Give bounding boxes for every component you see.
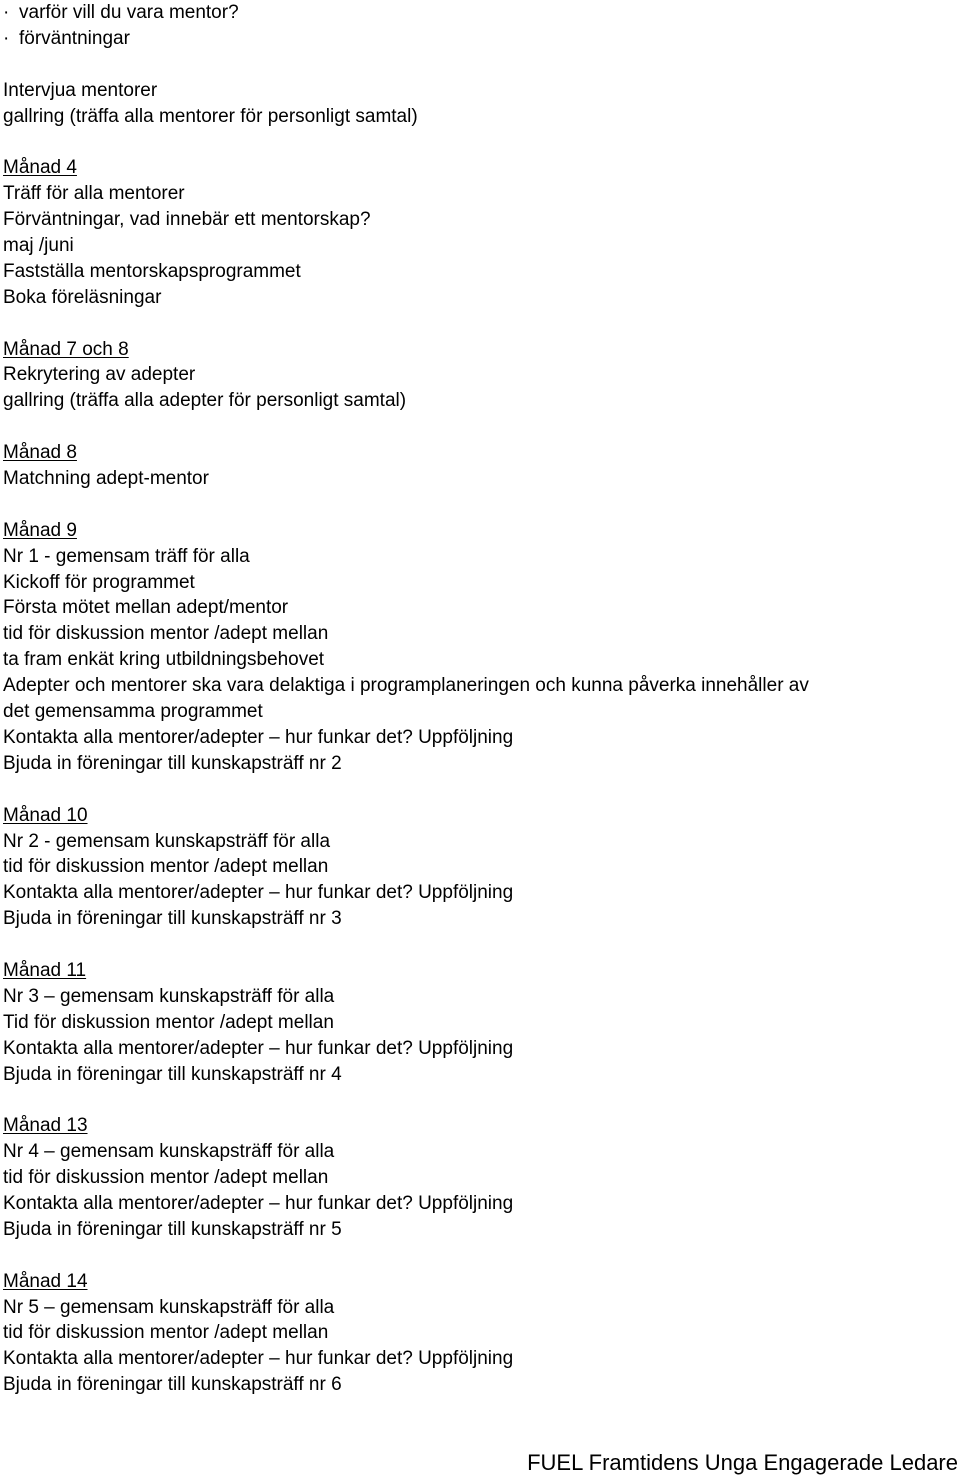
bullet-icon: · <box>3 27 10 49</box>
text-line: ta fram enkät kring utbildningsbehovet <box>3 649 325 671</box>
text-line: Kontakta alla mentorer/adepter – hur funkar det? Uppföljning <box>3 1037 514 1059</box>
text-line: Boka föreläsningar <box>3 286 162 308</box>
section-heading: Månad 13 <box>3 1115 88 1137</box>
text-line: Nr 5 – gemensam kunskapsträff för alla <box>3 1296 335 1318</box>
text-line: Första mötet mellan adept/mentor <box>3 597 289 619</box>
text-line: Kontakta alla mentorer/adepter – hur funkar det? Uppföljning <box>3 1348 514 1370</box>
spacer <box>3 492 953 518</box>
section-heading: Månad 8 <box>3 442 77 464</box>
text-line: Matchning adept-mentor <box>3 468 209 490</box>
section-heading: Månad 14 <box>3 1270 88 1292</box>
section-heading: Månad 11 <box>3 959 87 981</box>
spacer <box>3 52 953 78</box>
spacer <box>3 932 953 958</box>
document-body <box>3 0 953 1398</box>
text-line: Nr 2 - gemensam kunskapsträff för alla <box>3 830 331 852</box>
text-line: Bjuda in föreningar till kunskapsträff nr 6 <box>3 1374 342 1396</box>
spacer <box>3 311 953 337</box>
text-line: maj /juni <box>3 235 74 257</box>
text-line: Nr 4 – gemensam kunskapsträff för alla <box>3 1141 335 1163</box>
text-line: Tid för diskussion mentor /adept mellan <box>3 1011 334 1033</box>
section-heading: Månad 10 <box>3 804 88 826</box>
footer-text: FUEL Framtidens Unga Engagerade Ledare <box>527 1450 958 1475</box>
text-line: Kickoff för programmet <box>3 571 195 593</box>
text-line: Nr 1 - gemensam träff för alla <box>3 545 250 567</box>
section-heading: Månad 9 <box>3 519 77 541</box>
text-line: Adepter och mentorer ska vara delaktiga i programplaneringen och kunna påverka innehåller av <box>3 675 809 697</box>
text-line: Förväntningar, vad innebär ett mentorskap? <box>3 209 371 231</box>
text-line: Intervjua mentorer <box>3 79 158 101</box>
bullet-icon: · <box>3 2 10 23</box>
text-line: Bjuda in föreningar till kunskapsträff nr 3 <box>3 908 342 930</box>
text-line: tid för diskussion mentor /adept mellan <box>3 1322 329 1344</box>
text-line: tid för diskussion mentor /adept mellan <box>3 1167 329 1189</box>
spacer <box>3 1087 953 1113</box>
spacer <box>3 129 953 155</box>
text-line: tid för diskussion mentor /adept mellan <box>3 623 329 645</box>
text-line: Kontakta alla mentorer/adepter – hur funkar det? Uppföljning <box>3 1192 514 1214</box>
text-line: Kontakta alla mentorer/adepter – hur funkar det? Uppföljning <box>3 882 514 904</box>
bullet-item: · varför vill du vara mentor? <box>3 0 953 26</box>
spacer <box>3 1243 953 1269</box>
text-line: gallring (träffa alla adepter för personligt samtal) <box>3 390 407 412</box>
section-heading: Månad 4 <box>3 157 77 179</box>
spacer <box>3 414 953 440</box>
text-line: Träff för alla mentorer <box>3 183 185 205</box>
text-line: Bjuda in föreningar till kunskapsträff nr 2 <box>3 752 342 774</box>
text-line: Nr 3 – gemensam kunskapsträff för alla <box>3 985 335 1007</box>
text-line: Fastställa mentorskapsprogrammet <box>3 260 301 282</box>
section-heading: Månad 7 och 8 <box>3 338 129 360</box>
text-line: tid för diskussion mentor /adept mellan <box>3 856 329 878</box>
spacer <box>3 777 953 803</box>
text-line: Rekrytering av adepter <box>3 364 196 386</box>
text-line: Bjuda in föreningar till kunskapsträff nr 5 <box>3 1218 342 1240</box>
text-line: Bjuda in föreningar till kunskapsträff nr 4 <box>3 1063 342 1085</box>
text-line: det gemensamma programmet <box>3 701 263 723</box>
text-line: Kontakta alla mentorer/adepter – hur funkar det? Uppföljning <box>3 726 514 748</box>
bullet-item: · förväntningar <box>3 26 953 52</box>
text-line: gallring (träffa alla mentorer för personligt samtal) <box>3 105 418 127</box>
